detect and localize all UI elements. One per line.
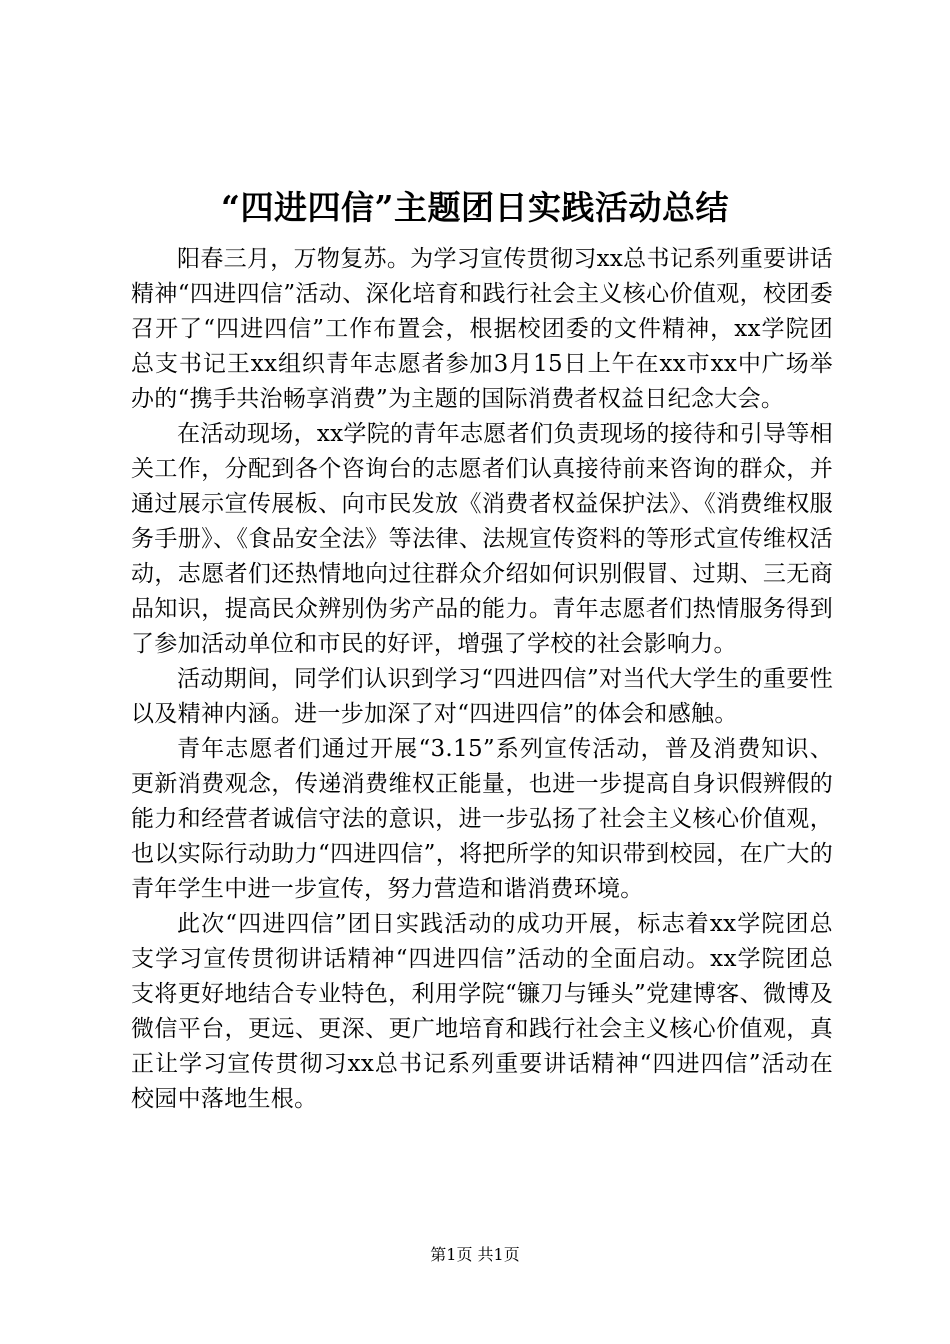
paragraph-4: 青年志愿者们通过开展“3.15”系列宣传活动，普及消费知识、更新消费观念，传递消费维权正能量，也进一步提高自身识假辨假的能力和经营者诚信守法的意识，进一步弘扬了社会主义核心价值观，也以实际行动助力“四进四信”，将把所学的知识带到校园，在广大的青年学生中进一步宣传，努力营造和谐消费环境。 bbox=[131, 736, 833, 902]
paragraph-1: 阳春三月，万物复苏。为学习宣传贯彻习xx总书记系列重要讲话精神“四进四信”活动、深化培育和践行社会主义核心价值观，校团委召开了“四进四信”工作布置会，根据校团委的文件精神，xx学院团总支书记王xx组织青年志愿者参加3月15日上午在xx市xx中广场举办的“携手共治畅享消费”为主题的国际消费者权益日纪念大会。 bbox=[131, 246, 833, 412]
document-title: “四进四信”主题团日实践活动总结 bbox=[221, 188, 729, 227]
document-body bbox=[131, 242, 833, 1117]
paragraph-5: 此次“四进四信”团日实践活动的成功开展，标志着xx学院团总支学习宣传贯彻讲话精神“四进四信”活动的全面启动。xx学院团总支将更好地结合专业特色，利用学院“镰刀与锤头”党建博客、微博及微信平台，更远、更深、更广地培育和践行社会主义核心价值观，真正让学习宣传贯彻习xx总书记系列重要讲话精神“四进四信”活动在校园中落地生根。 bbox=[131, 911, 833, 1112]
paragraph-2: 在活动现场，xx学院的青年志愿者们负责现场的接待和引导等相关工作，分配到各个咨询台的志愿者们认真接待前来咨询的群众，并通过展示宣传展板、向市民发放《消费者权益保护法》、《消费维权服务手册》、《食品安全法》等法律、法规宣传资料的等形式宣传维权活动，志愿者们还热情地向过往群众介绍如何识别假冒、过期、三无商品知识，提高民众辨别伪劣产品的能力。青年志愿者们热情服务得到了参加活动单位和市民的好评，增强了学校的社会影响力。 bbox=[131, 421, 833, 657]
page-number-footer: 第1页 共1页 bbox=[430, 1245, 520, 1264]
paragraph-3: 活动期间，同学们认识到学习“四进四信”对当代大学生的重要性以及精神内涵。进一步加深了对“四进四信”的体会和感触。 bbox=[131, 666, 833, 727]
